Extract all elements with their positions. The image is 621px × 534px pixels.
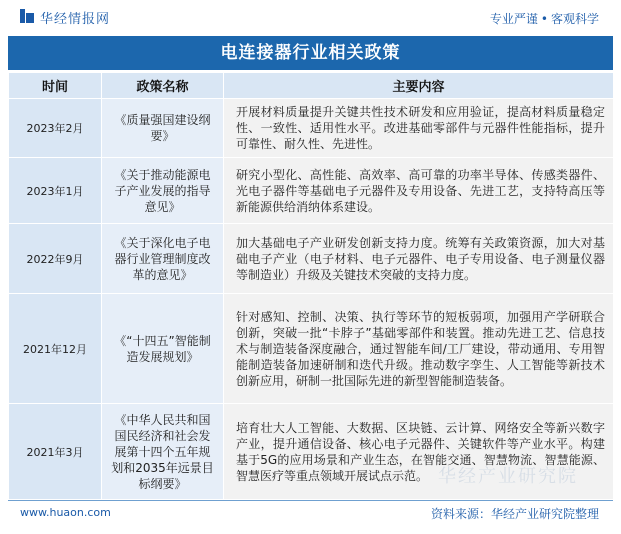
table-row	[9, 99, 614, 158]
cell-policy-name: 《关于深化电子电器行业管理制度改革的意见》	[102, 224, 224, 294]
cell-time: 2021年3月	[9, 404, 102, 500]
table-row	[9, 158, 614, 224]
cell-content: 培育壮大人工智能、大数据、区块链、云计算、网络安全等新兴数字产业，提升通信设备、核心电子元器件、关键软件等产业水平。构建基于5G的应用场景和产业生态，在智能交通、智慧物流、智慧能源、智慧医疗等重点领域开展试点示范。	[224, 404, 614, 500]
table-header-row	[9, 73, 614, 99]
cell-time: 2023年1月	[9, 158, 102, 224]
brand-name: 华经情报网	[40, 12, 111, 27]
column-header-content: 主要内容	[224, 73, 614, 99]
cell-policy-name: 《中华人民共和国国民经济和社会发展第十四个五年规划和2035年远景目标纲要》	[102, 404, 224, 500]
table-row	[9, 294, 614, 404]
slogan-right: 客观科学	[550, 12, 599, 26]
slogan-left: 专业严谨	[489, 12, 538, 26]
huajing-logo-icon	[20, 9, 34, 23]
header-bar	[0, 0, 621, 36]
page-title: 电连接器行业相关政策	[8, 36, 613, 70]
cell-content: 加大基础电子产业研发创新支持力度。统筹有关政策资源，加大对基础电子产业（电子材料、电子元器件、电子专用设备、电子测量仪器等制造业）升级及关键技术突破的支持力度。	[224, 224, 614, 294]
watermark: 华经产业研究院	[438, 466, 578, 487]
cell-content: 研究小型化、高性能、高效率、高可靠的功率半导体、传感类器件、光电子器件等基础电子元器件及专用设备、先进工艺，支持特高压等新能源供给消纳体系建设。	[224, 158, 614, 224]
cell-time: 2023年2月	[9, 99, 102, 158]
column-header-time: 时间	[9, 73, 102, 99]
cell-policy-name: 《“十四五”智能制造发展规划》	[102, 294, 224, 404]
table-row	[9, 224, 614, 294]
website-link[interactable]: www.huaon.com	[20, 506, 111, 519]
cell-content: 针对感知、控制、决策、执行等环节的短板弱项，加强用产学研联合创新，突破一批“卡脖子”基础零部件和装置。推动先进工艺、信息技术与制造装备深度融合，通过智能车间/工厂建设，带动通用、专用智能制造装备加速研制和迭代升级。推动数字孪生、人工智能等新技术创新应用，研制一批国际先进的新型智能制造装备。	[224, 294, 614, 404]
cell-content: 开展材料质量提升关键共性技术研发和应用验证，提高材料质量稳定性、一致性、适用性水平。改进基础零部件与元器件性能指标，提升可靠性、耐久性、先进性。	[224, 99, 614, 158]
column-header-policy-name: 政策名称	[102, 73, 224, 99]
source-note: 资料来源：华经产业研究院整理	[430, 507, 599, 521]
policy-table	[8, 72, 614, 500]
cell-policy-name: 《关于推动能源电子产业发展的指导意见》	[102, 158, 224, 224]
footer-divider	[8, 500, 613, 501]
slogan	[490, 10, 599, 27]
cell-time: 2021年12月	[9, 294, 102, 404]
cell-time: 2022年9月	[9, 224, 102, 294]
cell-policy-name: 《质量强国建设纲要》	[102, 99, 224, 158]
slogan-dot: •	[540, 12, 548, 26]
